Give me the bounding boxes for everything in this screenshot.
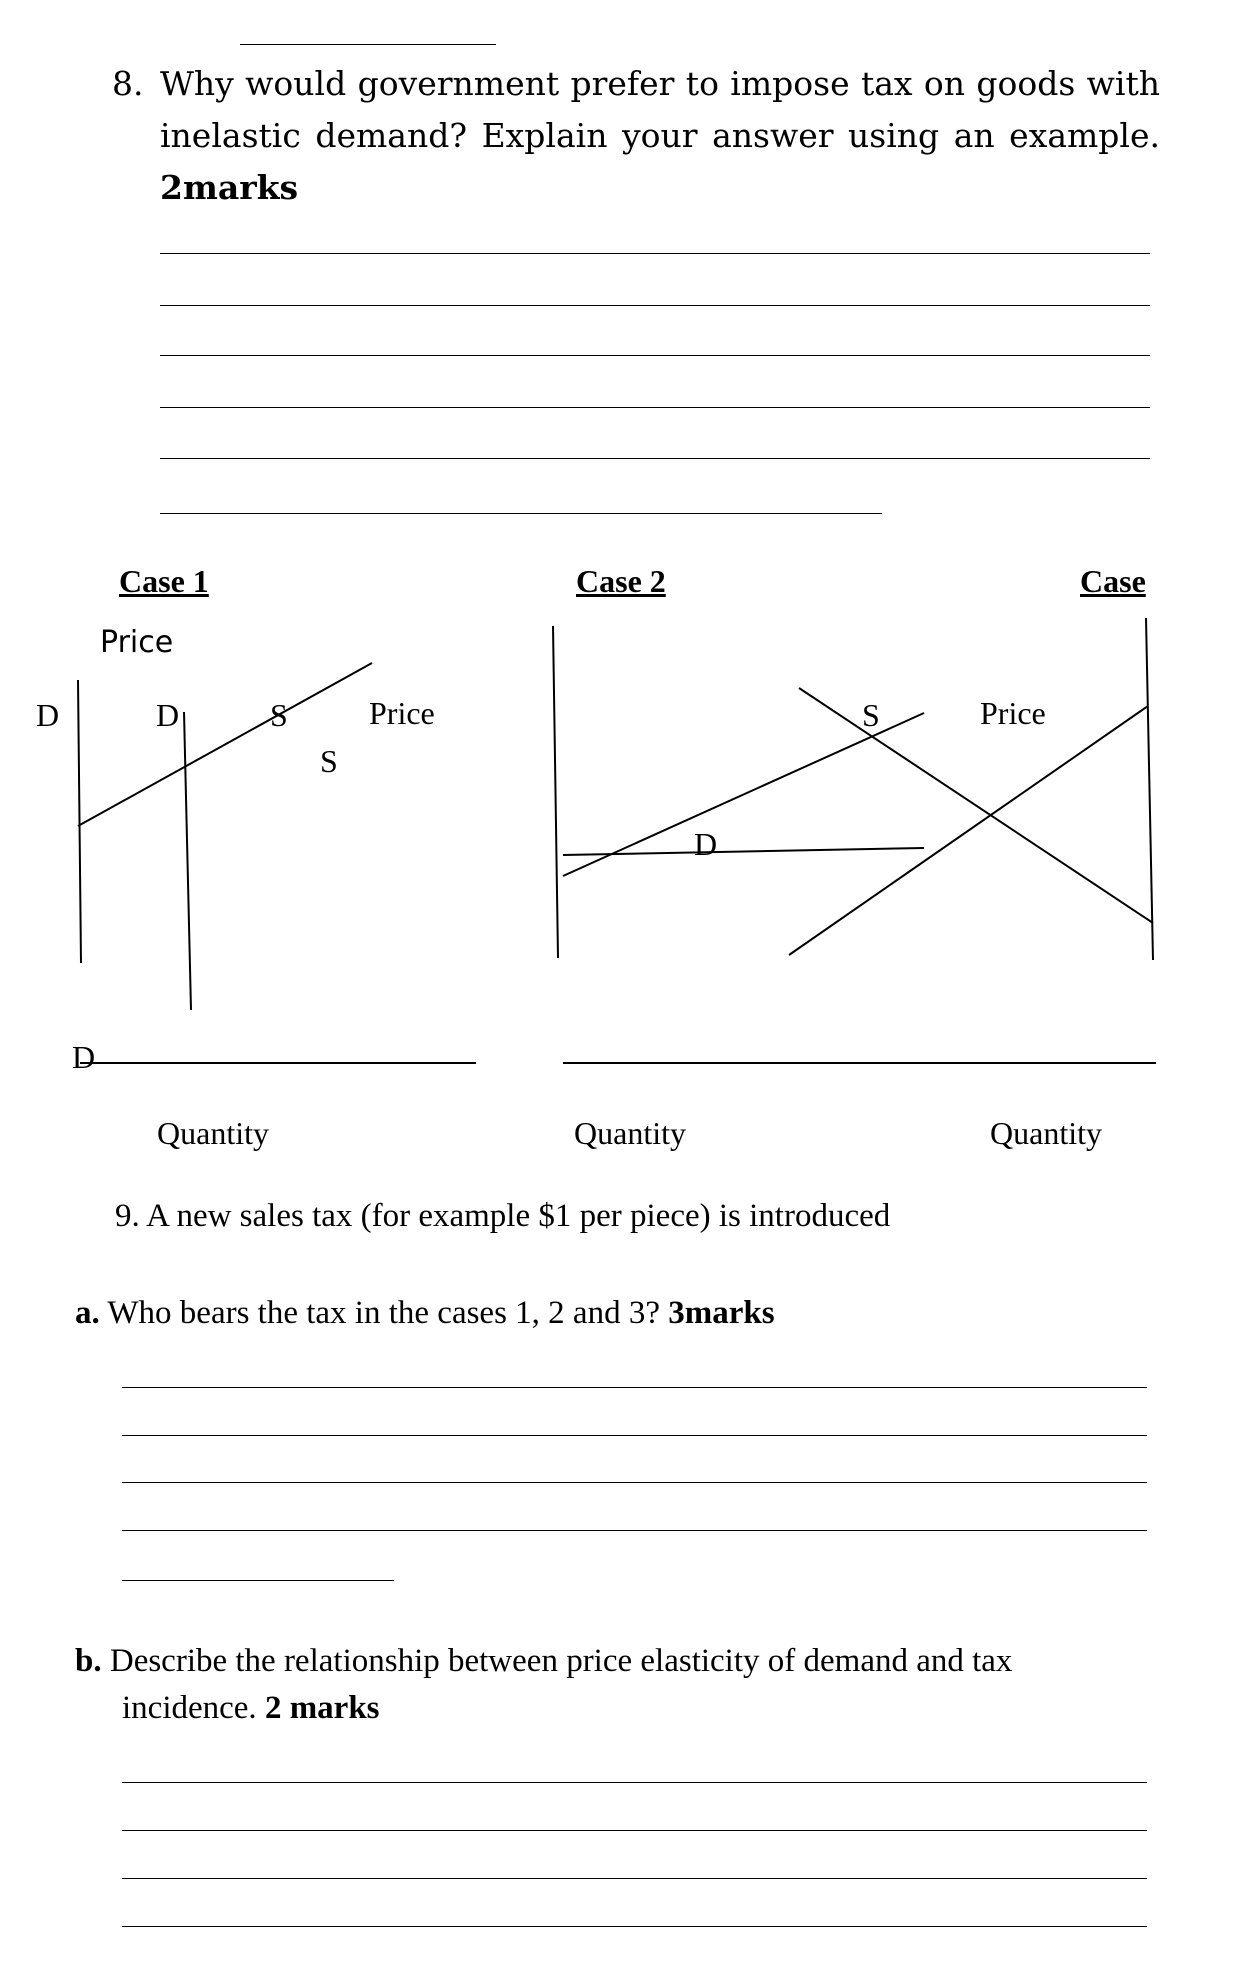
case-1-price-axis: [78, 680, 81, 963]
q8-number: 8.: [112, 64, 144, 103]
q9a-answer-line: [122, 1580, 394, 1581]
case-1-price-label: Price: [100, 625, 174, 660]
case-1-d-left-label: D: [36, 697, 60, 733]
q8-marks: 2marks: [160, 168, 299, 207]
case-3-title: Case: [1080, 563, 1146, 599]
case-1-d-bottom-label: D: [72, 1039, 96, 1075]
case-2-quantity-label: Quantity: [574, 1115, 686, 1151]
q9a-text: Who bears the tax in the cases 1, 2 and 3?: [107, 1295, 660, 1331]
q8-line-2: inelastic demand? Explain your answer using an example.: [160, 116, 1160, 155]
case-3-supply-line: [789, 706, 1148, 955]
q9b-answer-line: [122, 1830, 1147, 1831]
q9a-answer-line: [122, 1530, 1147, 1531]
q9a-marks: 3marks: [668, 1295, 775, 1331]
q9b-text-1: Describe the relationship between price elasticity of demand and tax: [109, 1643, 1013, 1679]
case-1-s-side-label: S: [320, 743, 338, 779]
q9a-question: [75, 1295, 775, 1332]
case-2-title: Case 2: [576, 563, 666, 599]
case-2-d-label: D: [694, 826, 718, 862]
q9a-answer-line: [122, 1435, 1147, 1436]
q9b-answer-line: [122, 1926, 1147, 1927]
case-1-title: Case 1: [119, 563, 209, 599]
q9b-answer-line: [122, 1878, 1147, 1879]
q9b-text-2: incidence.: [122, 1690, 257, 1726]
case-2-s-label: S: [862, 697, 880, 733]
q9a-prefix: a.: [75, 1295, 100, 1331]
case-3-price-axis: [1146, 618, 1153, 960]
q9a-answer-line: [122, 1482, 1147, 1483]
case-2-price-label: Price: [369, 695, 435, 731]
q9b-answer-line: [122, 1782, 1147, 1783]
case-2-price-axis: [553, 626, 558, 958]
case-1-demand-line: [184, 712, 191, 1010]
q9b-marks: 2 marks: [264, 1690, 380, 1726]
q9b-prefix: b.: [75, 1643, 102, 1679]
q9b-question-line-2: [122, 1690, 380, 1727]
case-1-s-top-label: S: [270, 697, 288, 733]
case-1-quantity-label: Quantity: [157, 1115, 269, 1151]
case-3-price-label: Price: [980, 695, 1046, 731]
q9-intro: 9. A new sales tax (for example $1 per piece) is introduced: [115, 1198, 891, 1234]
q9a-answer-line: [122, 1387, 1147, 1388]
case-1-d-top-label: D: [156, 697, 180, 733]
case-3-quantity-label: Quantity: [990, 1115, 1102, 1151]
case-3-demand-line: [799, 688, 1153, 923]
q8-line-1: Why would government prefer to impose tax on goods with: [160, 64, 1160, 103]
q9b-question-line-1: [75, 1643, 1012, 1680]
